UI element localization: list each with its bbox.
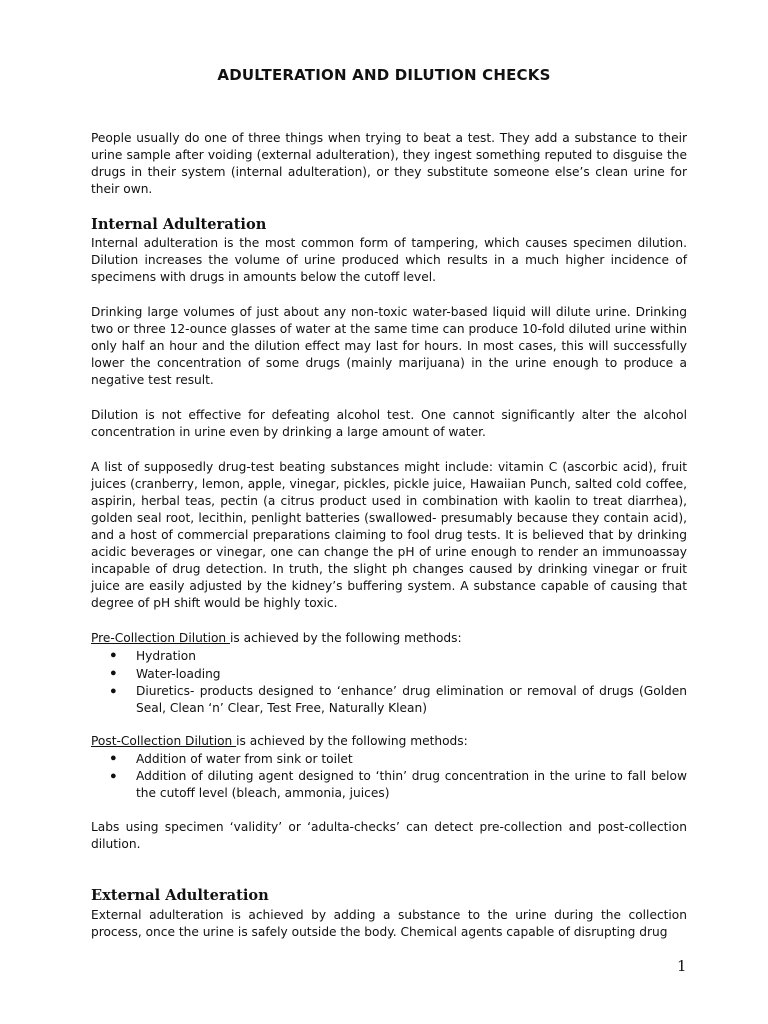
pre-collection-label: Pre-Collection Dilution (91, 631, 231, 645)
internal-adulteration-heading: Internal Adulteration (91, 216, 267, 233)
labs-paragraph (91, 819, 687, 853)
internal-p4-text: A list of supposedly drug-test beating substances might include: vitamin C (ascorbic acid), fruit juices (cranberry, lemon, apple, vinegar, pickles, pickle juice, Hawaiian Punch, salted cold coffee, aspirin, herbal teas, pectin (a citrus product used in combination with kaolin to treat diarrhea), golden seal root, lecithin, penlight batteries (swallowed- presumably because they contain acid), and a host of commercial preparations claiming to fool drug tests. It is believed that by drinking acidic beverages or vinegar, one can change the pH of urine enough to render an immunoassay incapable of drug detection. In truth, the slight ph changes caused by drinking vinegar or fruit juice are easily adjusted by the kidney’s buffering system. A substance capable of causing that degree of pH shift would be highly toxic. (91, 460, 687, 610)
internal-paragraph-2 (91, 304, 687, 389)
internal-p1-text: Internal adulteration is the most common form of tampering, which causes specimen dilution. Dilution increases the volume of urine produced which results in a much higher incidence of specimens with drugs in amounts below the cutoff level. (91, 236, 687, 284)
list-item: ● Addition of water from sink or toilet (110, 752, 353, 766)
bullet-icon: ● (110, 770, 117, 782)
external-paragraph-1 (91, 907, 687, 941)
list-item: ● Diuretics- products designed to ‘enhance’ drug elimination or removal of drugs (Golden Seal, Clean ‘n’ Clear, Test Free, Naturally Klean) (110, 684, 687, 715)
internal-paragraph-1 (91, 235, 687, 286)
internal-paragraph-3 (91, 407, 687, 441)
intro-paragraph (91, 130, 687, 198)
post-collection-list (91, 750, 687, 802)
page-title: ADULTERATION AND DILUTION CHECKS (217, 66, 551, 84)
bullet-icon: ● (110, 667, 117, 679)
external-adulteration-heading: External Adulteration (91, 887, 269, 904)
external-p1-text: External adulteration is achieved by adding a substance to the urine during the collection process, once the urine is safely outside the body. Chemical agents capable of disrupting drug (91, 908, 687, 939)
labs-text: Labs using specimen ‘validity’ or ‘adulta-checks’ can detect pre-collection and post-collection dilution. (91, 820, 687, 851)
pre-collection-list (91, 647, 687, 717)
post-collection-intro (91, 733, 687, 750)
pre-collection-intro (91, 630, 687, 647)
list-item: ● Water-loading (110, 667, 221, 681)
page-number: 1 (677, 957, 687, 975)
pre-collection-section (91, 630, 687, 717)
post-collection-rest: is achieved by the following methods: (236, 734, 468, 748)
pre-collection-rest: is achieved by the following methods: (230, 631, 462, 645)
post-collection-section (91, 733, 687, 802)
post-collection-label: Post-Collection Dilution (91, 734, 237, 748)
list-item: ● Hydration (110, 649, 196, 663)
bullet-icon: ● (110, 685, 117, 697)
bullet-icon: ● (110, 752, 117, 764)
internal-p2-text: Drinking large volumes of just about any non-toxic water-based liquid will dilute urine. Drinking two or three 12-ounce glasses of water at the same time can produce 10-fold diluted urine within only half an hour and the dilution effect may last for hours. In most cases, this will successfully lower the concentration of some drugs (mainly marijuana) in the urine enough to produce a negative test result. (91, 305, 687, 387)
list-item: ● Addition of diluting agent designed to ‘thin’ drug concentration in the urine to fall below the cutoff level (bleach, ammonia, juices) (110, 769, 687, 800)
internal-paragraph-4 (91, 459, 687, 612)
intro-text: People usually do one of three things when trying to beat a test. They add a substance to their urine sample after voiding (external adulteration), they ingest something reputed to disguise the drugs in their system (internal adulteration), or they substitute someone else’s clean urine for their own. (91, 131, 687, 196)
internal-p3-text: Dilution is not effective for defeating alcohol test. One cannot significantly alter the alcohol concentration in urine even by drinking a large amount of water. (91, 408, 687, 439)
bullet-icon: ● (110, 649, 117, 661)
